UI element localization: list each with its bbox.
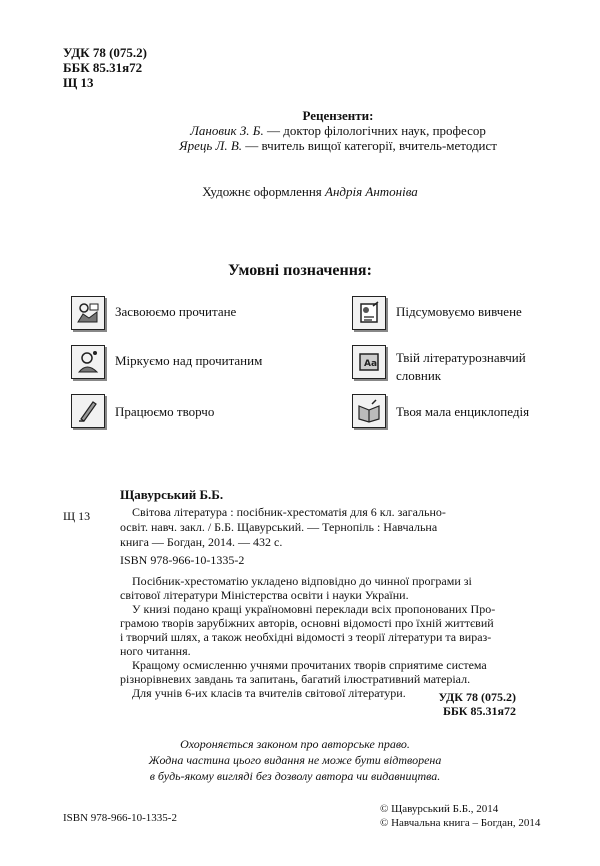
reviewer-1 bbox=[148, 123, 528, 138]
catalog-shelf-mark: Щ 13 bbox=[63, 509, 91, 523]
creative-icon bbox=[71, 394, 105, 428]
legend-label: Працюємо творчо bbox=[115, 404, 215, 419]
reviewer-role: — вчитель вищої категорії, вчитель-методист bbox=[242, 138, 497, 153]
legend-label: Твій літературознавчий словник bbox=[396, 350, 526, 383]
legend-title: Умовні позначення: bbox=[228, 262, 372, 279]
dictionary-icon bbox=[352, 345, 386, 379]
svg-text:Aa: Aa bbox=[364, 359, 378, 369]
footer-copyright: © Щавурський Б.Б., 2014 © Навчальна книга – Богдан, 2014 bbox=[380, 803, 541, 829]
reviewers-block bbox=[148, 108, 528, 153]
catalog-annotation: Посібник-хрестоматію укладено відповідно до чинної програми зі світової літератури Міністерства освіти і науки України. У книзі подано кращі україномовні переклади всіх пропонованих Про- грамою творів зарубіжних авторів, основні відомості про їхній життєвий і творчий шлях, а також необхідні відомості з теорії літератури та вираз- ного читання. Кращому осмисленню учнями прочитаних творів сприятиме система різнорівневих завдань та запитань, багатий ілюстративний матеріал. Для учнів 6-их класів та вчителів світової літератури. bbox=[120, 574, 496, 700]
udk-code: УДК 78 (075.2) bbox=[63, 45, 148, 60]
catalog-description: Світова література : посібник-хрестоматія для 6 кл. загально- освіт. навч. закл. / Б.Б. Щавурський. — Тернопіль : Навчальна книга — Богдан, 2014. — 432 с. bbox=[120, 505, 446, 549]
artist-credit bbox=[100, 184, 520, 200]
thinking-icon bbox=[71, 345, 105, 379]
legend-item-creative bbox=[71, 394, 214, 428]
encyclopedia-icon bbox=[352, 394, 386, 428]
artist-name: Андрія Антоніва bbox=[325, 184, 418, 199]
legend-item-thinking bbox=[71, 345, 262, 379]
legend-item-dictionary bbox=[352, 345, 526, 385]
footer-isbn: ISBN 978-966-10-1335-2 bbox=[63, 812, 177, 824]
author-mark: Щ 13 bbox=[63, 75, 94, 90]
reviewer-2 bbox=[148, 138, 528, 153]
legend-label: Підсумовуємо вивчене bbox=[396, 304, 522, 319]
reading-icon bbox=[71, 296, 105, 330]
catalog-author: Щавурський Б.Б. bbox=[120, 487, 224, 502]
artist-label: Художнє оформлення bbox=[202, 184, 326, 199]
udk-code: УДК 78 (075.2) bbox=[438, 690, 516, 704]
reviewer-role: — доктор філологічних наук, професор bbox=[263, 123, 486, 138]
reviewer-name: Лановик З. Б. bbox=[190, 123, 264, 138]
bbk-code: ББК 85.31я72 bbox=[63, 60, 143, 75]
reviewers-heading: Рецензенти: bbox=[302, 108, 374, 123]
legend-item-encyclopedia bbox=[352, 394, 529, 428]
legend-label: Засвоюємо прочитане bbox=[115, 304, 237, 319]
legend-item-summary bbox=[352, 296, 522, 330]
catalog-isbn: ISBN 978-966-10-1335-2 bbox=[120, 553, 245, 567]
legend-label: Твоя мала енциклопедія bbox=[396, 404, 530, 419]
catalog-classification bbox=[420, 690, 516, 718]
classification-codes bbox=[63, 45, 147, 90]
legend-label: Міркуємо над прочитаним bbox=[115, 353, 263, 368]
summary-icon bbox=[352, 296, 386, 330]
copyright-notice: Охороняється законом про авторське право. Жодна частина цього видання не може бути відтворена в будь-якому вигляді без дозволу автора чи видавництва. bbox=[148, 737, 442, 783]
bbk-code: ББК 85.31я72 bbox=[442, 704, 516, 718]
legend-item-reading bbox=[71, 296, 236, 330]
reviewer-name: Ярець Л. В. bbox=[179, 138, 243, 153]
